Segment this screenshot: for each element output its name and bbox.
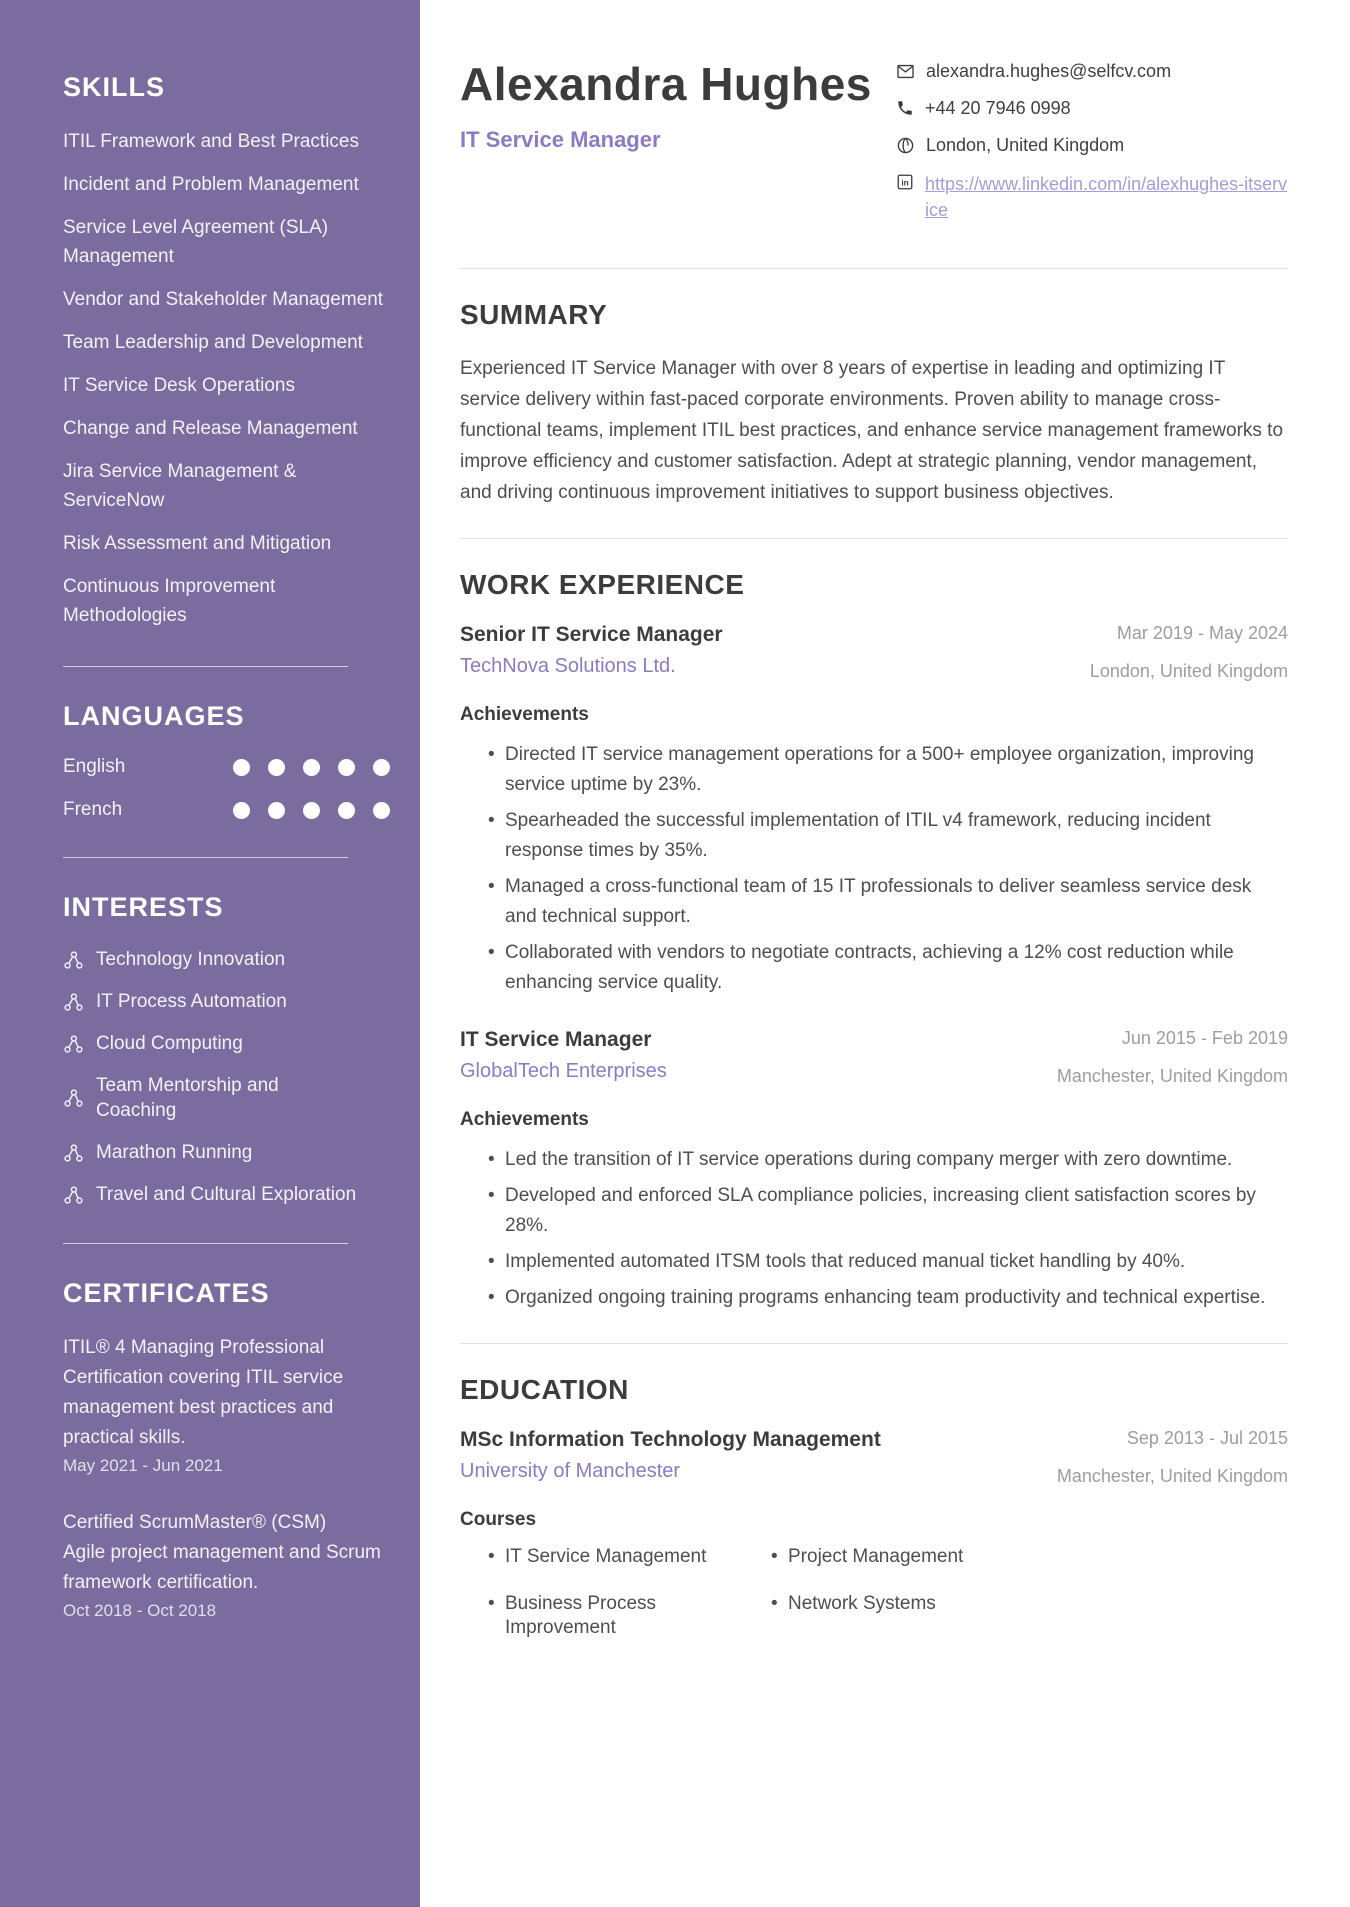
language-dot — [303, 802, 320, 819]
language-dot — [373, 802, 390, 819]
certificates-heading: CERTIFICATES — [63, 1278, 270, 1308]
interest-item — [63, 1073, 363, 1123]
interest-label: Team Mentorship and Coaching — [96, 1075, 279, 1121]
sidebar-divider — [63, 666, 348, 667]
job-title-block — [460, 1028, 667, 1083]
interest-icon — [63, 950, 83, 970]
school-name: University of Manchester — [460, 1460, 681, 1482]
achievement-item: • Implemented automated ITSM tools that reduced manual ticket handling by 40%. — [460, 1247, 1288, 1277]
interest-item — [63, 947, 390, 972]
job-role: IT Service Manager — [460, 1028, 652, 1051]
phone-icon — [896, 99, 914, 117]
certificate-description: Certification covering ITIL service management best practices and practical skills. — [63, 1367, 344, 1448]
interest-label: IT Process Automation — [96, 991, 287, 1012]
language-dot — [303, 759, 320, 776]
skill-item: Risk Assessment and Mitigation — [63, 533, 332, 554]
interest-label: Technology Innovation — [96, 949, 286, 970]
language-dot — [373, 759, 390, 776]
contact-linkedin-row — [896, 171, 1288, 223]
achievement-item: • Organized ongoing training programs enhancing team productivity and technical expertise. — [460, 1283, 1288, 1313]
contact-location-row — [896, 134, 1288, 156]
achievement-item: • Spearheaded the successful implementation of ITIL v4 framework, reducing incident response times by 35%. — [460, 806, 1288, 866]
certificate-name: Certified ScrumMaster® (CSM) — [63, 1512, 327, 1533]
course-item: • Project Management — [743, 1545, 1288, 1569]
summary-section — [460, 299, 1288, 508]
language-level-dots — [233, 759, 390, 776]
course-item: • Business Process Improvement — [460, 1592, 743, 1640]
skills-section — [63, 72, 390, 630]
svg-text:in: in — [901, 178, 909, 188]
achievements-list — [460, 740, 1288, 998]
summary-heading: SUMMARY — [460, 299, 608, 330]
contact-phone-row — [896, 97, 1288, 119]
course-item: • IT Service Management — [460, 1545, 743, 1569]
certificate-item — [63, 1508, 390, 1621]
contact-email-row — [896, 60, 1288, 82]
languages-section — [63, 701, 390, 821]
language-dot — [338, 802, 355, 819]
education-dates: Sep 2013 - Jul 2015 — [1126, 1428, 1288, 1448]
job-entry — [460, 1028, 1288, 1313]
skill-item: Continuous Improvement Methodologies — [63, 576, 276, 626]
job-company: TechNova Solutions Ltd. — [460, 655, 676, 677]
education-section — [460, 1374, 1288, 1640]
achievement-item: • Directed IT service management operations for a 500+ employee organization, improving service uptime by 23%. — [460, 740, 1288, 800]
skill-item: Vendor and Stakeholder Management — [63, 289, 384, 310]
sidebar — [0, 0, 420, 1907]
contact-phone: +44 20 7946 0998 — [925, 98, 1071, 118]
skill-item: Jira Service Management & ServiceNow — [63, 461, 297, 511]
work-experience-section — [460, 569, 1288, 1313]
section-divider — [460, 1343, 1288, 1344]
certificate-dates: Oct 2018 - Oct 2018 — [63, 1601, 217, 1620]
course-item: • Network Systems — [743, 1592, 1288, 1640]
interest-icon — [63, 1088, 83, 1108]
education-location: Manchester, United Kingdom — [1056, 1466, 1288, 1486]
interest-label: Cloud Computing — [96, 1033, 243, 1054]
sidebar-divider — [63, 857, 348, 858]
language-row — [63, 799, 390, 821]
section-divider — [460, 538, 1288, 539]
language-dot — [268, 802, 285, 819]
achievements-label: Achievements — [460, 704, 589, 725]
language-row — [63, 756, 390, 778]
resume-header — [460, 54, 1288, 238]
achievement-item: • Led the transition of IT service operations during company merger with zero downtime. — [460, 1145, 1288, 1175]
achievements-label: Achievements — [460, 1109, 589, 1130]
job-dates-block — [1057, 1028, 1288, 1087]
education-header — [460, 1428, 1288, 1487]
person-name: Alexandra Hughes — [460, 58, 872, 110]
job-dates: Mar 2019 - May 2024 — [1116, 623, 1288, 643]
skill-item: Team Leadership and Development — [63, 332, 363, 353]
achievements-list — [460, 1145, 1288, 1313]
section-divider — [460, 268, 1288, 269]
interest-item — [63, 1140, 390, 1165]
interest-item — [63, 1182, 390, 1207]
job-location: Manchester, United Kingdom — [1056, 1066, 1288, 1086]
education-dates-block — [1057, 1428, 1288, 1487]
interest-item — [63, 989, 390, 1014]
interests-heading: INTERESTS — [63, 892, 224, 922]
courses-list — [460, 1545, 1288, 1640]
degree-name: MSc Information Technology Management — [460, 1428, 881, 1451]
job-dates-block — [1090, 623, 1288, 682]
location-globe-icon — [896, 136, 915, 155]
skills-heading: SKILLS — [63, 72, 166, 102]
interests-section — [63, 892, 390, 1207]
skill-item: Change and Release Management — [63, 418, 358, 439]
language-dot — [233, 802, 250, 819]
job-location: London, United Kingdom — [1089, 661, 1288, 681]
certificate-item — [63, 1333, 390, 1476]
contact-block — [896, 60, 1288, 238]
achievement-item: • Developed and enforced SLA compliance policies, increasing client satisfaction scores by 28%. — [460, 1181, 1288, 1241]
job-company: GlobalTech Enterprises — [460, 1060, 667, 1082]
languages-heading: LANGUAGES — [63, 701, 245, 731]
certificates-section — [63, 1278, 390, 1621]
certificate-description: Agile project management and Scrum framework certification. — [63, 1542, 381, 1593]
language-name: English — [63, 756, 126, 777]
interest-icon — [63, 1143, 83, 1163]
job-header — [460, 1028, 1288, 1087]
contact-location: London, United Kingdom — [926, 135, 1125, 155]
job-role: Senior IT Service Manager — [460, 623, 723, 646]
language-dot — [338, 759, 355, 776]
sidebar-divider — [63, 1243, 348, 1244]
interest-icon — [63, 1185, 83, 1205]
job-title-block — [460, 623, 723, 678]
person-job-title: IT Service Manager — [460, 127, 661, 152]
skill-item: Service Level Agreement (SLA) Management — [63, 217, 329, 267]
skill-item: ITIL Framework and Best Practices — [63, 131, 360, 152]
education-title-block — [460, 1428, 881, 1483]
job-dates: Jun 2015 - Feb 2019 — [1121, 1028, 1288, 1048]
interest-icon — [63, 1034, 83, 1054]
courses-label: Courses — [460, 1509, 537, 1530]
achievement-item: • Collaborated with vendors to negotiate contracts, achieving a 12% cost reduction while enhancing service quality. — [460, 938, 1288, 998]
skill-item: IT Service Desk Operations — [63, 375, 295, 396]
certificate-name: ITIL® 4 Managing Professional — [63, 1337, 325, 1358]
contact-email: alexandra.hughes@selfcv.com — [926, 61, 1172, 81]
job-entry — [460, 623, 1288, 998]
interest-label: Marathon Running — [96, 1142, 253, 1163]
language-level-dots — [233, 802, 390, 819]
job-header — [460, 623, 1288, 682]
language-dot — [268, 759, 285, 776]
skill-item: Incident and Problem Management — [63, 174, 359, 195]
achievement-item: • Managed a cross-functional team of 15 IT professionals to deliver seamless service desk and technical support. — [460, 872, 1288, 932]
interest-icon — [63, 992, 83, 1012]
education-heading: EDUCATION — [460, 1374, 629, 1405]
work-experience-heading: WORK EXPERIENCE — [460, 569, 745, 600]
certificate-dates: May 2021 - Jun 2021 — [63, 1456, 223, 1475]
linkedin-link[interactable]: https://www.linkedin.com/in/alexhughes-itservice — [925, 174, 1288, 220]
identity-block — [460, 54, 890, 153]
email-icon — [896, 62, 915, 81]
summary-text: Experienced IT Service Manager with over 8 years of expertise in leading and optimizing IT service delivery within fast-paced corporate environments. Proven ability to manage cross-functional teams, implement ITIL best practices, and enhance service management frameworks to improve efficiency and customer satisfaction. Adept at strategic planning, vendor management, and driving continuous improvement initiatives to support business objectives. — [460, 358, 1284, 503]
language-name: French — [63, 799, 123, 820]
main-content — [420, 0, 1350, 1907]
interest-item — [63, 1031, 390, 1056]
linkedin-icon — [896, 173, 914, 191]
interest-label: Travel and Cultural Exploration — [96, 1184, 357, 1205]
language-dot — [233, 759, 250, 776]
